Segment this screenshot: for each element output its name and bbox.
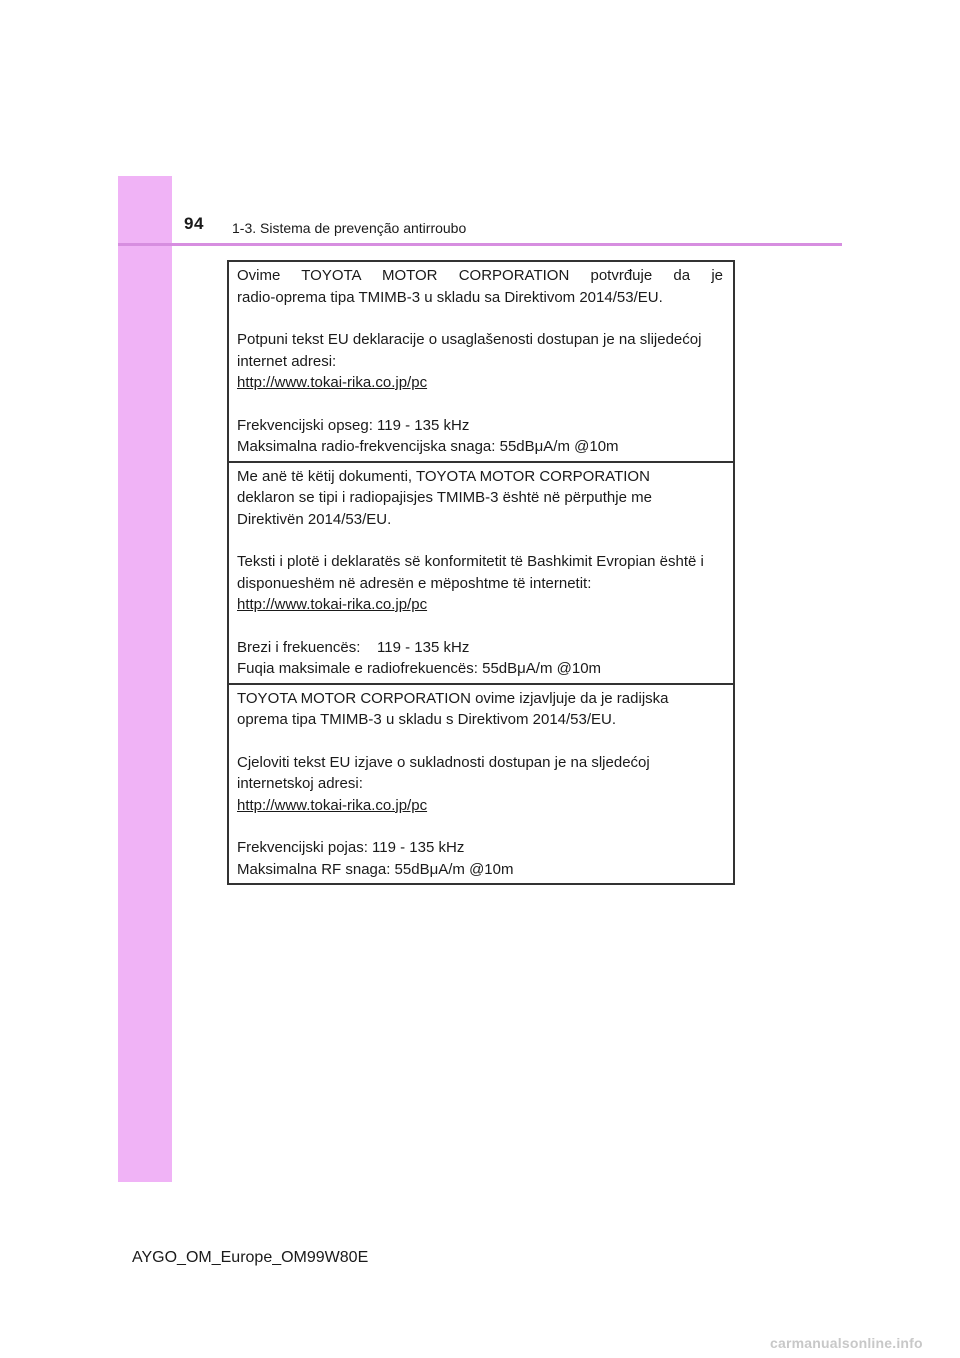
radio-specs	[237, 837, 723, 880]
notice-line: disponueshëm në adresën e mëposhtme të internetit:	[237, 574, 592, 592]
frequency-range: Frekvencijski opseg: 119 - 135 kHz	[237, 416, 470, 434]
notice-line: internetskoj adresi:	[237, 775, 363, 792]
declaration-statement	[237, 265, 723, 308]
declaration-statement	[237, 466, 723, 531]
full-text-notice	[237, 551, 723, 616]
statement-line: Ovime TOYOTA MOTOR CORPORATION potvrđuje da je	[237, 267, 723, 284]
declaration-section-bosnian	[229, 262, 733, 461]
declaration-link[interactable]: http://www.tokai-rika.co.jp/pc	[237, 796, 428, 814]
radio-specs	[237, 637, 723, 680]
section-title: 1-3. Sistema de prevenção antirroubo	[232, 220, 467, 236]
statement-line: radio-oprema tipa TMIMB-3 u skladu sa Direktivom 2014/53/EU.	[237, 288, 663, 306]
declaration-statement	[237, 688, 723, 731]
frequency-range: Frekvencijski pojas: 119 - 135 kHz	[237, 839, 465, 856]
document-code: AYGO_OM_Europe_OM99W80E	[132, 1249, 369, 1266]
statement-line: deklaron se tipi i radiopajisjes TMIMB-3 është në përputhje me	[237, 489, 652, 506]
declaration-link[interactable]: http://www.tokai-rika.co.jp/pc	[237, 374, 428, 391]
statement-line: TOYOTA MOTOR CORPORATION ovime izjavljuje da je radijska	[237, 689, 669, 707]
frequency-range: Brezi i frekuencës: 119 - 135 kHz	[237, 638, 470, 656]
full-text-notice	[237, 329, 723, 394]
declaration-link[interactable]: http://www.tokai-rika.co.jp/pc	[237, 596, 428, 613]
statement-line: Me anë të këtij dokumenti, TOYOTA MOTOR CORPORATION	[237, 467, 650, 485]
radio-specs	[237, 415, 723, 458]
max-power: Maksimalna radio-frekvencijska snaga: 55dBμA/m @10m	[237, 438, 619, 455]
statement-line: oprema tipa TMIMB-3 u skladu s Direktivom 2014/53/EU.	[237, 711, 617, 728]
header-rule	[118, 243, 842, 246]
chapter-side-band	[118, 176, 172, 1182]
notice-line: Teksti i plotë i deklaratës së konformitetit të Bashkimit Evropian është i	[237, 553, 704, 570]
declaration-box	[227, 260, 735, 885]
watermark: carmanualsonline.info	[770, 1335, 923, 1351]
declaration-section-albanian	[229, 461, 733, 683]
max-power: Fuqia maksimale e radiofrekuencës: 55dBμA/m @10m	[237, 660, 602, 677]
statement-line: Direktivën 2014/53/EU.	[237, 510, 392, 528]
notice-line: internet adresi:	[237, 352, 337, 370]
notice-line: Cjeloviti tekst EU izjave o sukladnosti dostupan je na sljedećoj	[237, 753, 650, 771]
page-number: 94	[184, 214, 204, 233]
max-power: Maksimalna RF snaga: 55dBμA/m @10m	[237, 860, 514, 878]
declaration-section-croatian	[229, 683, 733, 884]
full-text-notice	[237, 752, 723, 817]
notice-line: Potpuni tekst EU deklaracije o usaglašenosti dostupan je na slijedećoj	[237, 331, 702, 348]
